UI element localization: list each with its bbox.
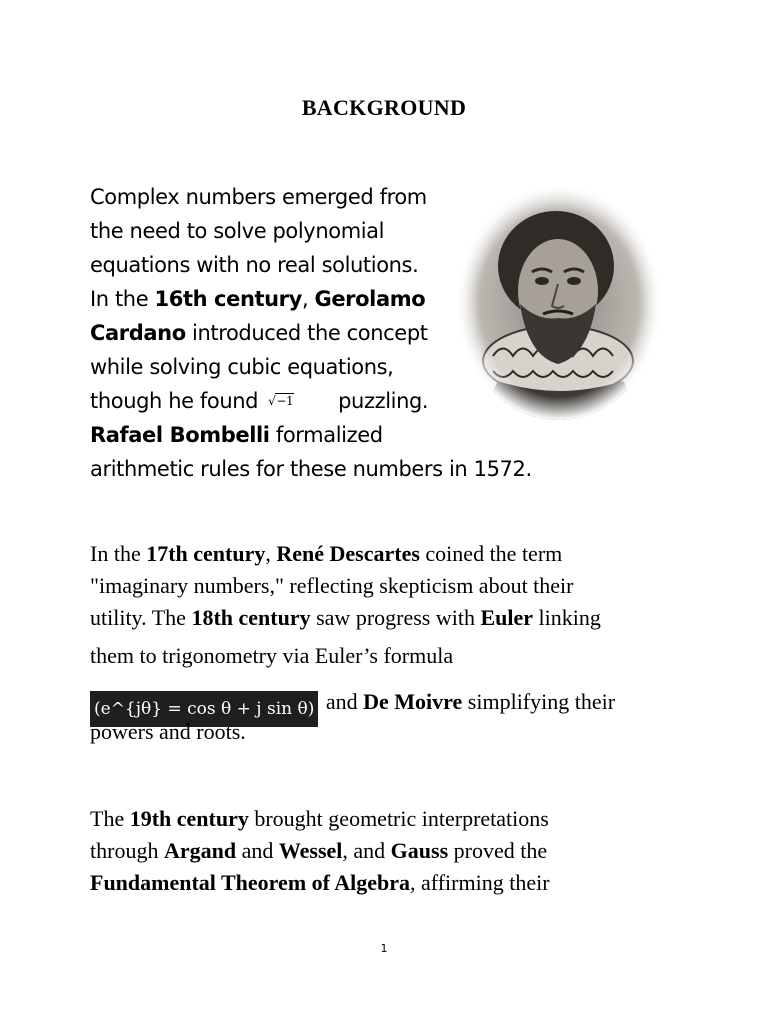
text-line: them to trigonometry via Euler’s formula [90,643,454,668]
page-title: BACKGROUND [301,95,467,120]
text-run: , affirming their [410,870,550,895]
text-run: though he found [90,389,259,413]
bold-cardano: Cardano [90,321,186,345]
text-line: the need to solve polynomial [90,219,385,243]
text-line: equations with no real solutions. [90,253,419,277]
bold-17th-century: 17th century [146,541,266,566]
text-line: while solving cubic equations, [90,355,394,379]
text-run: puzzling. [338,389,429,413]
bold-gauss: Gauss [390,838,449,863]
text-run: brought geometric interpretations [248,806,549,831]
bold-16th-century: 16th century [154,287,302,311]
text-line: Complex numbers emerged from [90,185,427,209]
text-run: , [265,541,277,566]
text-run: proved the [448,838,548,863]
text-line [90,674,690,719]
text-run: through [90,838,164,863]
sqrt-minus-one-equation [258,384,338,418]
text-run: saw progress with [310,605,481,630]
text-line: "imaginary numbers," reflecting skepticism about their [90,573,574,598]
bold-rene-descartes: René Descartes [276,541,420,566]
page-number: 1 [380,942,388,955]
text-line [90,835,690,867]
text-line [90,538,690,570]
text-line: powers and roots. [90,719,246,744]
bold-19th-century: 19th century [129,806,249,831]
text-run: , [301,287,315,311]
text-line [90,803,690,835]
text-run: linking [533,605,601,630]
bold-de-moivre: De Moivre [363,689,463,714]
cardano-portrait-icon [458,186,660,420]
text-run: In the [90,541,147,566]
text-line [90,384,560,418]
text-line [90,867,690,899]
bold-euler: Euler [480,605,534,630]
text-run: and [236,838,279,863]
paragraph-19th-century [90,803,690,899]
bold-rafael-bombelli: Rafael Bombelli [90,423,270,447]
text-line: arithmetic rules for these numbers in 1572. [90,457,532,481]
bold-18th-century: 18th century [191,605,311,630]
text-run: and [320,689,364,714]
sqrt-radicand: −1 [276,394,294,408]
text-run: In the [90,287,155,311]
paragraph-descartes-euler [90,538,690,748]
text-line [90,418,560,452]
sqrt-symbol: √ [268,394,276,408]
text-run: utility. The [90,605,192,630]
text-run: coined the term [419,541,563,566]
text-run: , and [342,838,391,863]
bold-gerolamo: Gerolamo [314,287,426,311]
text-line [90,602,690,634]
bold-argand: Argand [163,838,237,863]
text-run: simplifying their [462,689,616,714]
bold-fundamental-theorem: Fundamental Theorem of Algebra [90,870,411,895]
euler-formula-image: (e^{jθ} = cos θ + j sin θ) [90,691,318,727]
bold-wessel: Wessel [278,838,343,863]
text-run: formalized [269,423,383,447]
text-run: The [90,806,130,831]
text-run: introduced the concept [185,321,428,345]
